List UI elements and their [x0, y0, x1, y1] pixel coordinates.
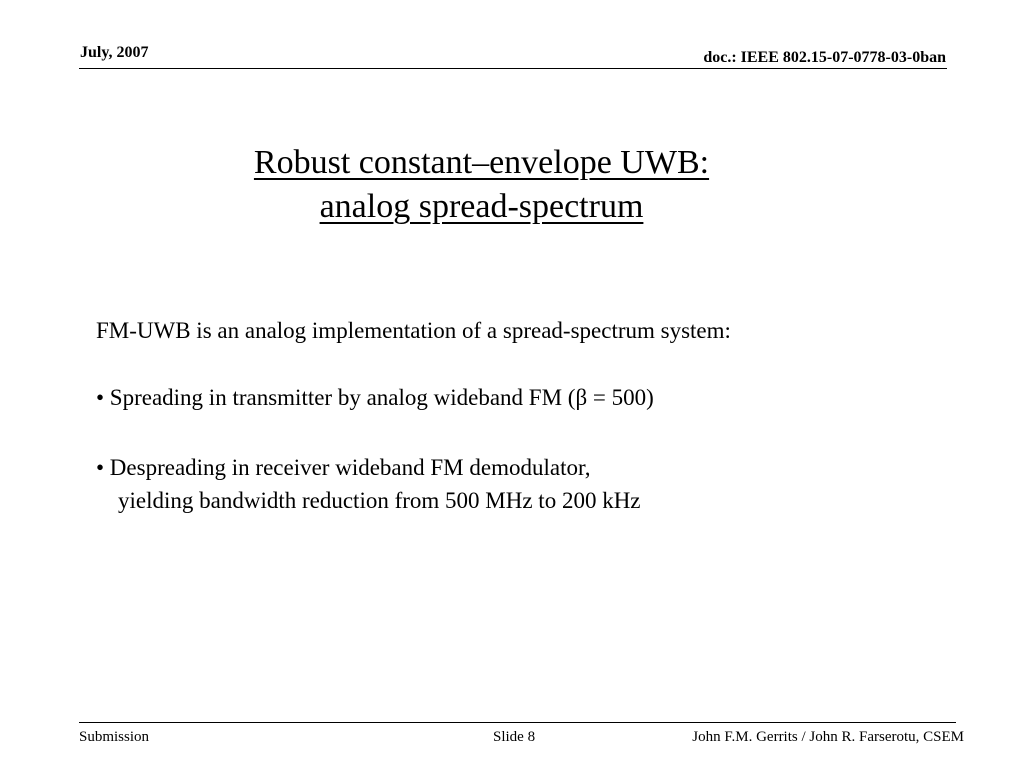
bullet-spreading: • Spreading in transmitter by analog wideband FM (β = 500)	[96, 385, 654, 410]
header-doc-id: doc.: IEEE 802.15-07-0778-03-0ban	[703, 49, 946, 66]
slide-title-line-2: analog spread-spectrum	[319, 188, 644, 225]
footer-authors: John F.M. Gerrits / John R. Farserotu, CSEM	[692, 729, 964, 745]
bullet-despreading: • Despreading in receiver wideband FM demodulator,	[96, 455, 591, 480]
footer-divider	[79, 722, 956, 723]
header-divider	[79, 68, 947, 69]
bullet-despreading-continuation: yielding bandwidth reduction from 500 MHz to 200 kHz	[118, 488, 641, 513]
footer-slide-number: Slide 8	[493, 729, 536, 745]
footer-submission: Submission	[79, 729, 150, 745]
intro-text: FM-UWB is an analog implementation of a spread-spectrum system:	[96, 318, 731, 343]
header-date: July, 2007	[80, 44, 149, 61]
slide-title	[0, 141, 963, 229]
slide-title-line-1: Robust constant–envelope UWB:	[253, 144, 710, 181]
